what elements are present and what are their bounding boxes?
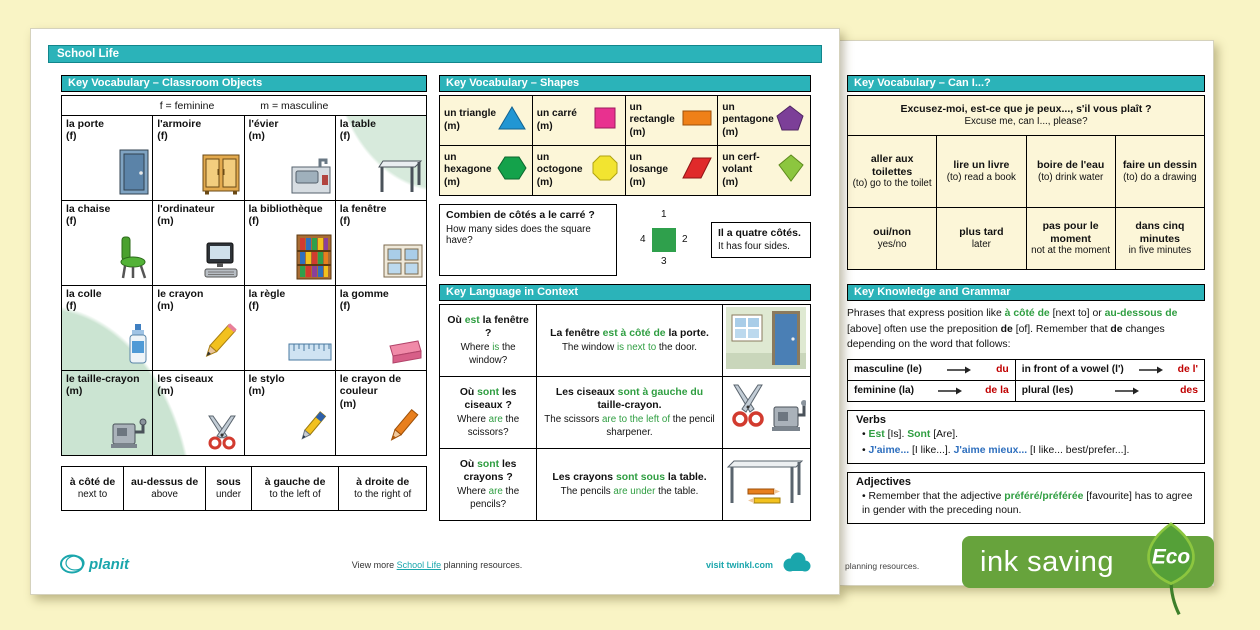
page-title: School Life xyxy=(48,45,822,63)
side-number-top: 1 xyxy=(661,209,667,220)
wardrobe-image xyxy=(201,153,241,198)
position-cell: sous under xyxy=(206,467,252,511)
colored-pencil-image xyxy=(381,408,423,453)
vocab-cell-glue: la colle (f) xyxy=(62,286,153,371)
side-number-bottom: 3 xyxy=(661,256,667,267)
shapes-and-context-section xyxy=(439,75,811,521)
can-i-cell: faire un dessin (to) do a drawing xyxy=(1115,136,1204,208)
classroom-objects-section xyxy=(61,75,427,511)
position-cell: au-dessus de above xyxy=(124,467,206,511)
section-header-grammar: Key Knowledge and Grammar xyxy=(847,284,1205,301)
classroom-vocab-table xyxy=(61,95,427,456)
scissors-sharpener-scene xyxy=(722,377,810,449)
kite-shape xyxy=(777,154,805,187)
can-i-cell: lire un livre (to) read a book xyxy=(937,136,1026,208)
context-table xyxy=(439,304,811,521)
section-header-classroom: Key Vocabulary – Classroom Objects xyxy=(61,75,427,92)
section-header-can-i: Key Vocabulary – Can I...? xyxy=(847,75,1205,92)
preposition-table xyxy=(847,359,1205,402)
vocab-cell-sharpener: le taille-crayon (m) xyxy=(62,371,153,456)
eraser-image xyxy=(385,339,423,368)
verbs-box xyxy=(847,410,1205,464)
vocab-cell-computer: l'ordinateur (m) xyxy=(153,201,244,286)
shape-cell-triangle: un triangle (m) xyxy=(440,96,533,146)
preposition-cell: masculine (le) du xyxy=(848,359,1016,380)
arrow-icon xyxy=(1115,387,1139,395)
hexagon-shape xyxy=(497,155,527,186)
square-question-box: Combien de côtés a le carré ? How many sides does the square have? xyxy=(439,204,617,276)
context-question-cell: Où sont les crayons ? Where are the pencils? xyxy=(440,449,537,521)
verbs-title: Verbs xyxy=(856,413,886,426)
adjectives-title: Adjectives xyxy=(856,475,912,488)
pencil-image xyxy=(197,321,241,368)
vocab-cell-window: la fenêtre (f) xyxy=(335,201,426,286)
position-cell: à côté de next to xyxy=(62,467,124,511)
can-i-cell: pas pour le moment not at the moment xyxy=(1026,208,1115,270)
shape-cell-rhombus: un losange (m) xyxy=(625,146,718,196)
computer-image xyxy=(201,242,241,283)
rectangle-shape xyxy=(682,105,712,136)
planit-logo-text: planit xyxy=(89,556,129,573)
triangle-shape xyxy=(497,105,527,136)
shape-cell-hexagon: un hexagone (m) xyxy=(440,146,533,196)
back-page-content xyxy=(847,75,1205,524)
green-square xyxy=(652,228,676,252)
shapes-table xyxy=(439,95,811,196)
can-i-cell: oui/non yes/no xyxy=(848,208,937,270)
arrow-icon xyxy=(947,366,971,374)
context-answer-cell: La fenêtre est à côté de la porte. The window is next to the door. xyxy=(537,305,723,377)
window-door-scene xyxy=(722,305,810,377)
can-i-cell: plus tard later xyxy=(937,208,1026,270)
vocab-cell-pen: le stylo (m) xyxy=(244,371,335,456)
school-life-link[interactable]: School Life xyxy=(396,560,442,570)
table-image xyxy=(377,155,423,198)
can-i-table xyxy=(847,95,1205,270)
context-answer-cell: Les crayons sont sous la table. The pencils are under the table. xyxy=(537,449,723,521)
visit-twinkl-link[interactable]: visit twinkl.com xyxy=(705,560,773,570)
chair-image xyxy=(119,235,149,283)
back-footer-text: planning resources. xyxy=(845,561,920,571)
vocab-cell-scissors: les ciseaux (m) xyxy=(153,371,244,456)
shape-cell-square: un carré (m) xyxy=(532,96,625,146)
can-i-intro-en: Excuse me, can I..., please? xyxy=(964,115,1088,127)
ruler-image xyxy=(288,339,332,368)
context-answer-cell: Les ciseaux sont à gauche du taille-crayon. The scissors are to the left of the pencil sharpener. xyxy=(537,377,723,449)
vocab-cell-pencil: le crayon (m) xyxy=(153,286,244,371)
adjectives-line: • Remember that the adjective préféré/préférée [favourite] has to agree in gender with the preceding noun. xyxy=(856,490,1196,518)
context-question-cell: Où sont les ciseaux ? Where are the scissors? xyxy=(440,377,537,449)
preposition-cell: plural (les) des xyxy=(1015,380,1204,401)
shape-cell-kite: un cerf-volant (m) xyxy=(718,146,811,196)
sink-image xyxy=(290,155,332,198)
adjectives-box xyxy=(847,472,1205,524)
pencils-under-table-scene xyxy=(722,449,810,521)
page-back xyxy=(838,40,1214,586)
side-number-left: 4 xyxy=(640,234,646,245)
door-image xyxy=(119,149,149,198)
square-answer-box: Il a quatre côtés. It has four sides. xyxy=(711,222,811,258)
bookcase-image xyxy=(296,234,332,283)
scissors-image xyxy=(203,414,241,453)
vocab-cell-bookcase: la bibliothèque (f) xyxy=(244,201,335,286)
twinkl-logo[interactable] xyxy=(779,550,815,583)
arrow-icon xyxy=(1139,366,1163,374)
shape-cell-rectangle: un rectangle (m) xyxy=(625,96,718,146)
eco-leaf-label: Eco xyxy=(1151,545,1191,569)
gender-legend: f = feminine m = masculine xyxy=(62,96,427,116)
front-footer xyxy=(59,550,815,580)
can-i-intro-cell xyxy=(848,96,1205,136)
side-number-right: 2 xyxy=(682,234,688,245)
section-header-shapes: Key Vocabulary – Shapes xyxy=(439,75,811,92)
planit-logo[interactable] xyxy=(59,550,145,583)
ink-saving-badge xyxy=(962,536,1214,588)
glue-image xyxy=(127,323,149,368)
vocab-cell-door: la porte (f) xyxy=(62,116,153,201)
position-words-table xyxy=(61,466,427,511)
square-sides-diagram xyxy=(622,204,706,276)
pen-image xyxy=(290,408,332,453)
section-header-context: Key Language in Context xyxy=(439,284,811,301)
context-question-cell: Où est la fenêtre ? Where is the window? xyxy=(440,305,537,377)
can-i-cell: boire de l'eau (to) drink water xyxy=(1026,136,1115,208)
square-shape xyxy=(590,105,620,136)
preposition-cell: in front of a vowel (l') de l' xyxy=(1015,359,1204,380)
can-i-cell: aller aux toilettes (to) go to the toilet xyxy=(848,136,937,208)
vocab-cell-wardrobe: l'armoire (f) xyxy=(153,116,244,201)
position-cell: à gauche de to the left of xyxy=(251,467,339,511)
pentagon-shape xyxy=(775,105,805,136)
eco-leaf-icon xyxy=(1132,522,1210,623)
verbs-line-2: • J'aime... [I like...]. J'aime mieux... [I like... best/prefer...]. xyxy=(856,444,1196,458)
square-sides-row xyxy=(439,204,811,276)
vocab-cell-chair: la chaise (f) xyxy=(62,201,153,286)
ink-saving-label: ink saving xyxy=(980,546,1114,578)
vocab-cell-table: la table (f) xyxy=(335,116,426,201)
page-front xyxy=(30,28,840,595)
octagon-shape xyxy=(590,154,620,187)
position-cell: à droite de to the right of xyxy=(339,467,427,511)
window-image xyxy=(383,244,423,283)
grammar-intro: Phrases that express position like à côté de [next to] or au-dessous de [above] often use the preposition de [of]. Remember that de changes depending on the word that follows: xyxy=(847,308,1178,351)
sharpener-image xyxy=(109,414,149,453)
vocab-cell-sink: l'évier (m) xyxy=(244,116,335,201)
shape-cell-octagon: un octogone (m) xyxy=(532,146,625,196)
preposition-cell: feminine (la) de la xyxy=(848,380,1016,401)
can-i-cell: dans cinq minutes in five minutes xyxy=(1115,208,1204,270)
vocab-cell-eraser: la gomme (f) xyxy=(335,286,426,371)
rhombus-shape xyxy=(682,155,712,186)
view-more-text: View more School Life planning resources. xyxy=(351,560,523,570)
can-i-intro-fr: Excusez-moi, est-ce que je peux..., s'il vous plaît ? xyxy=(900,103,1152,116)
vocab-cell-ruler: la règle (f) xyxy=(244,286,335,371)
arrow-icon xyxy=(938,387,962,395)
vocab-cell-colored-pencil: le crayon de couleur (m) xyxy=(335,371,426,456)
verbs-line-1: • Est [Is]. Sont [Are]. xyxy=(856,428,1196,442)
shape-cell-pentagon: un pentagone (m) xyxy=(718,96,811,146)
